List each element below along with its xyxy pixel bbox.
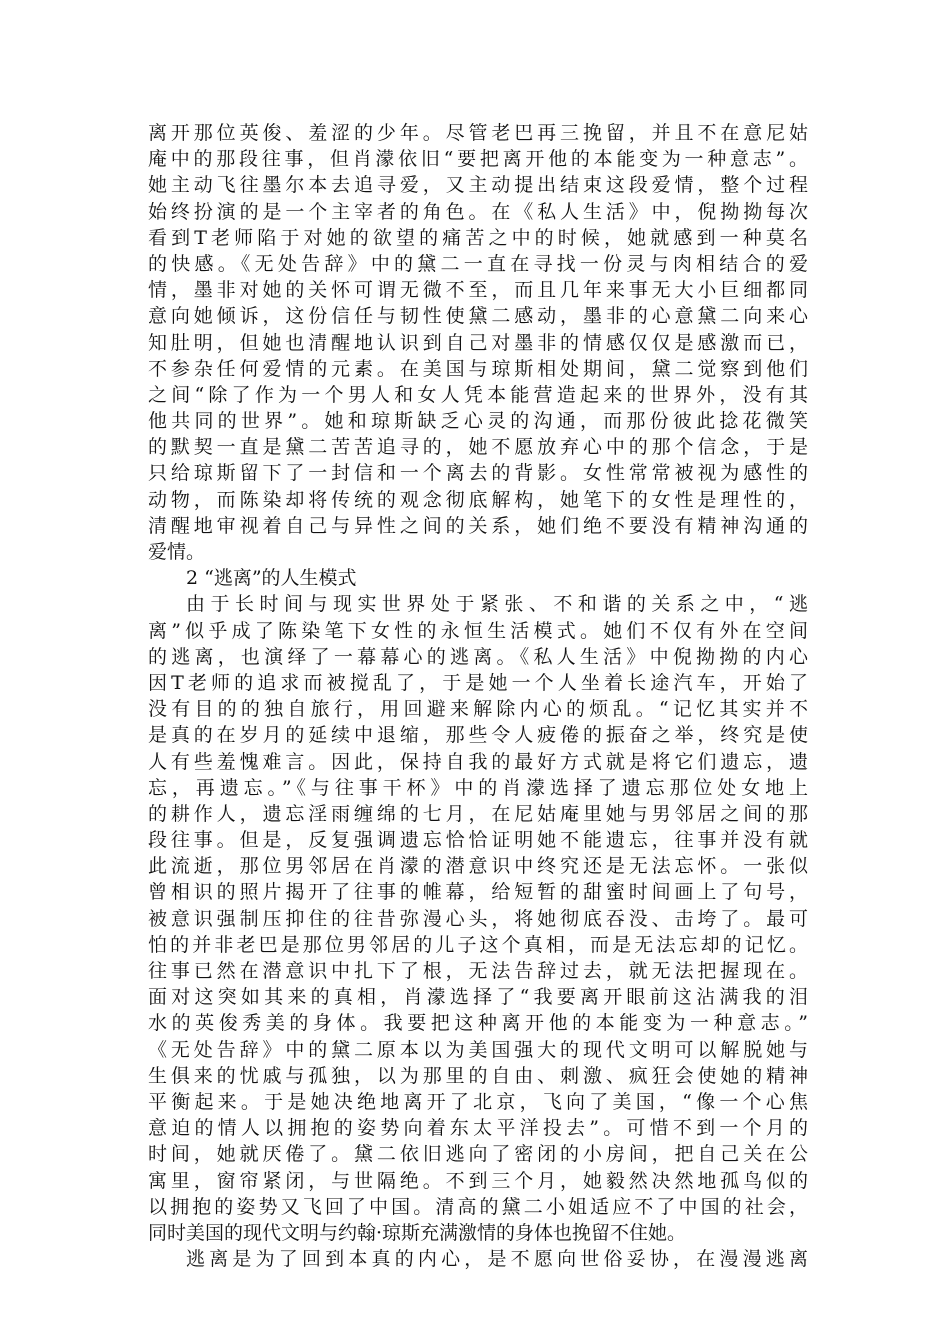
text-line: 意向她倾诉，这份信任与韧性使黛二感动，墨非的心意黛二向来心 — [148, 305, 808, 328]
text-line: 的逃离，也演绎了一幕幕心的逃离。《私人生活》中倪拗拗的内心 — [148, 645, 808, 668]
text-line: 始终扮演的是一个主宰者的角色。在《私人生活》中，倪拗拗每次 — [148, 200, 808, 223]
paragraph-first-line: 逃离是为了回到本真的内心，是不愿向世俗妥协，在漫漫逃离 — [186, 1248, 808, 1271]
text-line: 之间“除了作为一个男人和女人凭本能营造起来的世界外，没有其 — [148, 383, 808, 406]
text-line: 的快感。《无处告辞》中的黛二一直在寻找一份灵与肉相结合的爱 — [148, 252, 808, 275]
text-line: 动物，而陈染却将传统的观念彻底解构，她笔下的女性是理性的， — [148, 488, 808, 511]
text-line: 《无处告辞》中的黛二原本以为美国强大的现代文明可以解脱她与 — [148, 1038, 808, 1061]
text-line: 忘，再遗忘。”《与往事干杯》中的肖濛选择了遗忘那位处女地上 — [148, 776, 808, 799]
paragraph-end-line: 爱情。 — [148, 541, 206, 563]
text-line: 庵中的那段往事，但肖濛依旧“要把离开他的本能变为一种意志”。 — [148, 148, 808, 171]
text-line: 往事已然在潜意识中扎下了根，无法告辞过去，就无法把握现在。 — [148, 960, 808, 982]
text-line: 人有些羞愧难言。因此，保持自我的最好方式就是将它们遗忘，遗 — [148, 750, 808, 773]
section-heading: 2 “逃离”的人生模式 — [186, 567, 357, 590]
text-line: 生俱来的忧戚与孤独，以为那里的自由、刺激、疯狂会使她的精神 — [148, 1064, 808, 1087]
text-line: 段往事。但是，反复强调遗忘恰恰证明她不能遗忘，往事并没有就 — [148, 829, 808, 852]
text-line: 以拥抱的姿势又飞回了中国。清高的黛二小姐适应不了中国的社会， — [148, 1195, 808, 1218]
text-line: 时间，她就厌倦了。黛二依旧逃向了密闭的小房间，把自己关在公 — [148, 1143, 808, 1166]
text-line: 是真的在岁月的延续中退缩，那些令人疲倦的振奋之举，终究是使 — [148, 724, 808, 747]
text-line: 面对这突如其来的真相，肖濛选择了“我要离开眼前这沾满我的泪 — [148, 986, 808, 1009]
text-line: 知肚明，但她也清醒地认识到自己对墨非的情感仅仅是感激而已， — [148, 331, 808, 354]
body-text — [148, 120, 808, 1272]
text-line: 离”似乎成了陈染笔下女性的永恒生活模式。她们不仅有外在空间 — [148, 619, 808, 642]
text-line: 的默契一直是黛二苦苦追寻的，她不愿放弃心中的那个信念，于是 — [148, 436, 808, 459]
text-line: 被意识强制压抑住的往昔弥漫心头，将她彻底吞没、击垮了。最可 — [148, 907, 808, 930]
text-line: 因T老师的追求而被搅乱了，于是她一个人坐着长途汽车，开始了 — [148, 671, 808, 694]
text-line: 水的英俊秀美的身体。我要把这种离开他的本能变为一种意志。” — [148, 1012, 808, 1035]
text-line: 不参杂任何爱情的元素。在美国与琼斯相处期间，黛二觉察到他们 — [148, 357, 808, 380]
text-line: 意迫的情人以拥抱的姿势向着东太平洋投去”。可惜不到一个月的 — [148, 1117, 808, 1140]
text-line: 曾相识的照片揭开了往事的帷幕，给短暂的甜蜜时间画上了句号， — [148, 881, 808, 904]
text-line: 平衡起来。于是她决绝地离开了北京，飞向了美国，“像一个心焦 — [148, 1090, 808, 1113]
text-line: 只给琼斯留下了一封信和一个离去的背影。女性常常被视为感性的 — [148, 462, 808, 485]
text-line: 清醒地审视着自己与异性之间的关系，她们绝不要没有精神沟通的 — [148, 514, 808, 537]
text-line: 寓里，窗帘紧闭，与世隔绝。不到三个月，她毅然决然地孤鸟似的 — [148, 1169, 808, 1192]
paragraph-end-line: 同时美国的现代文明与约翰·琼斯充满激情的身体也挽留不住她。 — [148, 1221, 687, 1244]
text-line: 情，墨非对她的关怀可谓无微不至，而且几年来事无大小巨细都同 — [148, 279, 808, 302]
text-line: 此流逝，那位男邻居在肖濛的潜意识中终究还是无法忘怀。一张似 — [148, 855, 808, 878]
text-line: 他共同的世界”。她和琼斯缺乏心灵的沟通，而那份彼此捻花微笑 — [148, 410, 808, 433]
text-line: 离开那位英俊、羞涩的少年。尽管老巴再三挽留，并且不在意尼姑 — [148, 122, 808, 144]
text-line: 的耕作人，遗忘淫雨缠绵的七月，在尼姑庵里她与男邻居之间的那 — [148, 802, 808, 825]
paragraph-first-line: 由于长时间与现实世界处于紧张、不和谐的关系之中，“逃 — [186, 593, 808, 616]
text-line: 没有目的的独自旅行，用回避来解除内心的烦乱。“记忆其实并不 — [148, 698, 808, 721]
text-line: 看到T老师陷于对她的欲望的痛苦之中的时候，她就感到一种莫名 — [148, 226, 808, 249]
text-line: 她主动飞往墨尔本去追寻爱，又主动提出结束这段爱情，整个过程 — [148, 174, 808, 197]
text-line: 怕的并非老巴是那位男邻居的儿子这个真相，而是无法忘却的记忆。 — [148, 933, 808, 956]
